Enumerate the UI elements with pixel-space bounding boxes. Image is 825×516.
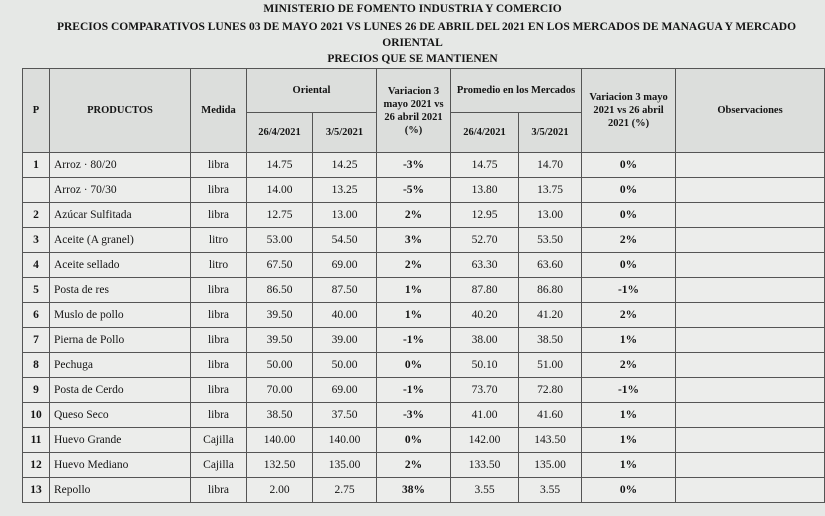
col-header-variacion-oriental: Variacion 3 mayo 2021 vs 26 abril 2021 (%) <box>377 69 451 153</box>
table-body <box>23 153 825 503</box>
cell-observaciones <box>676 403 825 428</box>
cell-promedio-2604: 13.80 <box>451 178 519 203</box>
cell-variacion-promedio: 1% <box>582 428 676 453</box>
cell-promedio-2604: 87.80 <box>451 278 519 303</box>
cell-producto: Repollo <box>50 478 191 503</box>
cell-variacion-promedio: 0% <box>582 478 676 503</box>
cell-promedio-0305: 72.80 <box>519 378 582 403</box>
report-subtitle: PRECIOS QUE SE MANTIENEN <box>327 53 498 65</box>
cell-oriental-2604: 12.75 <box>247 203 313 228</box>
cell-variacion-promedio: 0% <box>582 153 676 178</box>
cell-observaciones <box>676 278 825 303</box>
cell-producto: Aceite (A granel) <box>50 228 191 253</box>
cell-p <box>23 178 50 203</box>
cell-oriental-2604: 70.00 <box>247 378 313 403</box>
cell-producto: Queso Seco <box>50 403 191 428</box>
cell-promedio-2604: 73.70 <box>451 378 519 403</box>
cell-observaciones <box>676 178 825 203</box>
table-row <box>23 328 825 353</box>
cell-variacion-oriental: 1% <box>377 303 451 328</box>
table-row <box>23 228 825 253</box>
cell-observaciones <box>676 303 825 328</box>
cell-producto: Posta de res <box>50 278 191 303</box>
cell-variacion-oriental: 1% <box>377 278 451 303</box>
cell-observaciones <box>676 428 825 453</box>
cell-oriental-0305: 13.25 <box>313 178 377 203</box>
cell-promedio-0305: 13.00 <box>519 203 582 228</box>
cell-p: 6 <box>23 303 50 328</box>
cell-promedio-0305: 135.00 <box>519 453 582 478</box>
cell-promedio-0305: 63.60 <box>519 253 582 278</box>
col-header-productos: PRODUCTOS <box>50 69 191 153</box>
cell-variacion-oriental: 38% <box>377 478 451 503</box>
cell-variacion-oriental: -1% <box>377 328 451 353</box>
cell-p: 2 <box>23 203 50 228</box>
cell-promedio-2604: 50.10 <box>451 353 519 378</box>
col-header-p: P <box>23 69 50 153</box>
cell-p: 11 <box>23 428 50 453</box>
cell-variacion-promedio: 0% <box>582 253 676 278</box>
cell-observaciones <box>676 203 825 228</box>
ministry-title: MINISTERIO DE FOMENTO INDUSTRIA Y COMERCIO <box>263 3 562 15</box>
cell-promedio-2604: 142.00 <box>451 428 519 453</box>
col-header-promedio-date1: 26/4/2021 <box>451 113 519 153</box>
cell-p: 12 <box>23 453 50 478</box>
cell-promedio-2604: 52.70 <box>451 228 519 253</box>
cell-medida: libra <box>191 353 247 378</box>
cell-promedio-0305: 86.80 <box>519 278 582 303</box>
table-row <box>23 428 825 453</box>
cell-oriental-0305: 140.00 <box>313 428 377 453</box>
cell-promedio-0305: 53.50 <box>519 228 582 253</box>
table-row <box>23 403 825 428</box>
cell-promedio-2604: 12.95 <box>451 203 519 228</box>
cell-medida: libra <box>191 153 247 178</box>
cell-variacion-oriental: 2% <box>377 203 451 228</box>
cell-promedio-2604: 14.75 <box>451 153 519 178</box>
cell-variacion-promedio: 0% <box>582 178 676 203</box>
cell-p: 13 <box>23 478 50 503</box>
table-row <box>23 353 825 378</box>
cell-medida: litro <box>191 253 247 278</box>
cell-promedio-0305: 13.75 <box>519 178 582 203</box>
cell-observaciones <box>676 328 825 353</box>
cell-medida: libra <box>191 178 247 203</box>
cell-oriental-0305: 69.00 <box>313 253 377 278</box>
cell-producto: Arroz · 70/30 <box>50 178 191 203</box>
cell-oriental-0305: 13.00 <box>313 203 377 228</box>
cell-oriental-2604: 67.50 <box>247 253 313 278</box>
cell-observaciones <box>676 253 825 278</box>
cell-observaciones <box>676 453 825 478</box>
cell-promedio-0305: 14.70 <box>519 153 582 178</box>
cell-producto: Aceite sellado <box>50 253 191 278</box>
cell-variacion-oriental: 2% <box>377 253 451 278</box>
cell-producto: Azúcar Sulfitada <box>50 203 191 228</box>
cell-variacion-promedio: 1% <box>582 453 676 478</box>
table-row <box>23 153 825 178</box>
cell-promedio-0305: 41.60 <box>519 403 582 428</box>
cell-oriental-2604: 39.50 <box>247 328 313 353</box>
cell-promedio-2604: 40.20 <box>451 303 519 328</box>
cell-p: 9 <box>23 378 50 403</box>
cell-oriental-0305: 37.50 <box>313 403 377 428</box>
cell-variacion-promedio: -1% <box>582 378 676 403</box>
cell-oriental-0305: 135.00 <box>313 453 377 478</box>
cell-medida: libra <box>191 328 247 353</box>
cell-oriental-2604: 39.50 <box>247 303 313 328</box>
cell-medida: Cajilla <box>191 428 247 453</box>
col-header-oriental: Oriental <box>247 69 377 113</box>
cell-variacion-oriental: -1% <box>377 378 451 403</box>
report-title-line1: PRECIOS COMPARATIVOS LUNES 03 DE MAYO 2021 VS LUNES 26 DE ABRIL DEL 2021 EN LOS MERCADOS DE MANAGUA Y MERCADO <box>56 21 797 33</box>
cell-oriental-2604: 14.00 <box>247 178 313 203</box>
price-comparison-table <box>22 68 825 503</box>
cell-observaciones <box>676 153 825 178</box>
cell-medida: libra <box>191 278 247 303</box>
cell-producto: Huevo Mediano <box>50 453 191 478</box>
cell-promedio-0305: 38.50 <box>519 328 582 353</box>
col-header-promedio: Promedio en los Mercados <box>451 69 582 113</box>
cell-medida: litro <box>191 228 247 253</box>
cell-observaciones <box>676 478 825 503</box>
cell-oriental-2604: 140.00 <box>247 428 313 453</box>
col-header-oriental-date2: 3/5/2021 <box>313 113 377 153</box>
cell-promedio-2604: 63.30 <box>451 253 519 278</box>
cell-medida: Cajilla <box>191 453 247 478</box>
col-header-medida: Medida <box>191 69 247 153</box>
cell-oriental-2604: 38.50 <box>247 403 313 428</box>
table-row <box>23 203 825 228</box>
cell-producto: Arroz · 80/20 <box>50 153 191 178</box>
cell-oriental-0305: 39.00 <box>313 328 377 353</box>
cell-producto: Posta de Cerdo <box>50 378 191 403</box>
cell-p: 1 <box>23 153 50 178</box>
cell-variacion-oriental: -5% <box>377 178 451 203</box>
col-header-variacion-promedio: Variacion 3 mayo 2021 vs 26 abril 2021 (%) <box>582 69 676 153</box>
cell-variacion-oriental: 3% <box>377 228 451 253</box>
cell-medida: libra <box>191 303 247 328</box>
cell-producto: Muslo de pollo <box>50 303 191 328</box>
cell-variacion-oriental: 0% <box>377 353 451 378</box>
cell-p: 3 <box>23 228 50 253</box>
cell-variacion-promedio: 2% <box>582 228 676 253</box>
cell-oriental-2604: 86.50 <box>247 278 313 303</box>
cell-medida: libra <box>191 403 247 428</box>
cell-variacion-promedio: 0% <box>582 203 676 228</box>
cell-oriental-2604: 14.75 <box>247 153 313 178</box>
table-row <box>23 453 825 478</box>
cell-oriental-0305: 2.75 <box>313 478 377 503</box>
table-row <box>23 278 825 303</box>
report-title-line2: ORIENTAL <box>382 37 443 49</box>
cell-oriental-2604: 2.00 <box>247 478 313 503</box>
cell-medida: libra <box>191 378 247 403</box>
cell-variacion-promedio: -1% <box>582 278 676 303</box>
table-row <box>23 303 825 328</box>
cell-promedio-2604: 38.00 <box>451 328 519 353</box>
cell-oriental-2604: 50.00 <box>247 353 313 378</box>
cell-p: 8 <box>23 353 50 378</box>
cell-oriental-0305: 40.00 <box>313 303 377 328</box>
col-header-observaciones: Observaciones <box>676 69 825 153</box>
cell-medida: libra <box>191 203 247 228</box>
cell-p: 7 <box>23 328 50 353</box>
cell-oriental-0305: 69.00 <box>313 378 377 403</box>
cell-p: 5 <box>23 278 50 303</box>
cell-observaciones <box>676 378 825 403</box>
cell-promedio-0305: 41.20 <box>519 303 582 328</box>
cell-variacion-oriental: -3% <box>377 153 451 178</box>
cell-promedio-2604: 133.50 <box>451 453 519 478</box>
cell-variacion-oriental: 0% <box>377 428 451 453</box>
cell-oriental-0305: 87.50 <box>313 278 377 303</box>
cell-variacion-oriental: 2% <box>377 453 451 478</box>
cell-oriental-0305: 14.25 <box>313 153 377 178</box>
cell-variacion-promedio: 1% <box>582 403 676 428</box>
cell-p: 10 <box>23 403 50 428</box>
cell-oriental-0305: 50.00 <box>313 353 377 378</box>
table-row <box>23 478 825 503</box>
col-header-promedio-date2: 3/5/2021 <box>519 113 582 153</box>
table-row <box>23 378 825 403</box>
cell-variacion-oriental: -3% <box>377 403 451 428</box>
cell-promedio-0305: 3.55 <box>519 478 582 503</box>
cell-promedio-2604: 3.55 <box>451 478 519 503</box>
cell-producto: Pierna de Pollo <box>50 328 191 353</box>
cell-producto: Pechuga <box>50 353 191 378</box>
cell-producto: Huevo Grande <box>50 428 191 453</box>
cell-variacion-promedio: 2% <box>582 353 676 378</box>
cell-variacion-promedio: 1% <box>582 328 676 353</box>
cell-observaciones <box>676 228 825 253</box>
col-header-oriental-date1: 26/4/2021 <box>247 113 313 153</box>
table-row <box>23 178 825 203</box>
cell-promedio-0305: 143.50 <box>519 428 582 453</box>
cell-promedio-2604: 41.00 <box>451 403 519 428</box>
cell-promedio-0305: 51.00 <box>519 353 582 378</box>
cell-p: 4 <box>23 253 50 278</box>
cell-oriental-2604: 132.50 <box>247 453 313 478</box>
table-row <box>23 253 825 278</box>
cell-medida: libra <box>191 478 247 503</box>
cell-variacion-promedio: 2% <box>582 303 676 328</box>
cell-oriental-0305: 54.50 <box>313 228 377 253</box>
cell-observaciones <box>676 353 825 378</box>
cell-oriental-2604: 53.00 <box>247 228 313 253</box>
